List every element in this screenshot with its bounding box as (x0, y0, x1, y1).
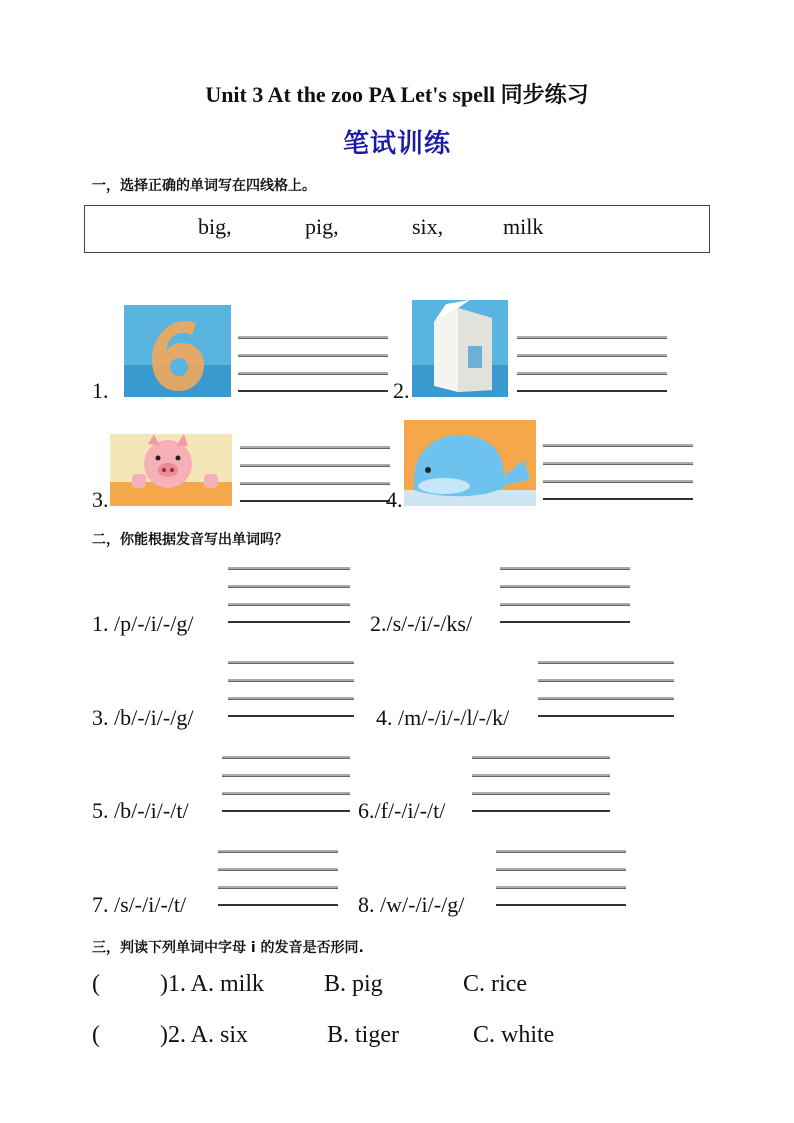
phonics-item: 7. /s/-/i/-/t/ (92, 892, 187, 917)
phonics-item: 2./s/-/i/-/ks/ (370, 611, 473, 636)
item-number: 4. (386, 487, 403, 512)
phonics-item: 8. /w/-/i/-/g/ (358, 892, 465, 917)
question-option-b: B. pig (324, 971, 383, 997)
question-option-a: )2. A. six (160, 1022, 249, 1048)
phonics-item: 6./f/-/i/-/t/ (358, 798, 446, 823)
word-bank-box (84, 205, 710, 253)
writing-lines[interactable] (218, 850, 338, 910)
question-option-b: B. tiger (327, 1022, 399, 1048)
writing-lines[interactable] (228, 661, 354, 721)
answer-paren[interactable]: ( (92, 971, 100, 997)
page-subtitle: 笔试训练 (342, 129, 451, 158)
whale-picture (404, 420, 536, 506)
phonics-item: 3. /b/-/i/-/g/ (92, 705, 194, 730)
pig-picture (110, 434, 232, 506)
page-title: Unit 3 At the zoo PA Let's spell 同步练习 (205, 82, 589, 107)
section1-heading: 一，选择正确的单词写在四线格上。 (92, 178, 316, 194)
writing-lines[interactable] (543, 444, 693, 504)
word-bank-item: big, (198, 214, 232, 239)
writing-lines[interactable] (500, 567, 630, 627)
question-option-a: )1. A. milk (160, 971, 265, 997)
item-number: 3. (92, 487, 109, 512)
answer-paren[interactable]: ( (92, 1022, 100, 1048)
word-bank-item: milk (503, 214, 544, 239)
phonics-item: 1. /p/-/i/-/g/ (92, 611, 194, 636)
question-option-c: C. rice (463, 971, 527, 997)
item-number: 2. (393, 378, 410, 403)
writing-lines[interactable] (538, 661, 674, 721)
writing-lines[interactable] (240, 446, 390, 506)
word-bank-item: pig, (305, 214, 339, 239)
section2-heading: 二，你能根据发音写出单词吗？ (92, 532, 288, 548)
writing-lines[interactable] (228, 567, 350, 627)
phonics-item: 5. /b/-/i/-/t/ (92, 798, 189, 823)
question-option-c: C. white (473, 1022, 555, 1048)
writing-lines[interactable] (472, 756, 610, 816)
section3-heading: 三，判读下列单词中字母 i 的发音是否形同. (92, 940, 364, 956)
writing-lines[interactable] (517, 336, 667, 396)
writing-lines[interactable] (222, 756, 350, 816)
writing-lines[interactable] (496, 850, 626, 910)
phonics-item: 4. /m/-/i/-/l/-/k/ (376, 705, 510, 730)
milk-carton-picture (412, 300, 508, 397)
word-bank-item: six, (412, 214, 444, 239)
writing-lines[interactable] (238, 336, 388, 396)
number-six-picture (124, 305, 231, 397)
item-number: 1. (92, 378, 109, 403)
